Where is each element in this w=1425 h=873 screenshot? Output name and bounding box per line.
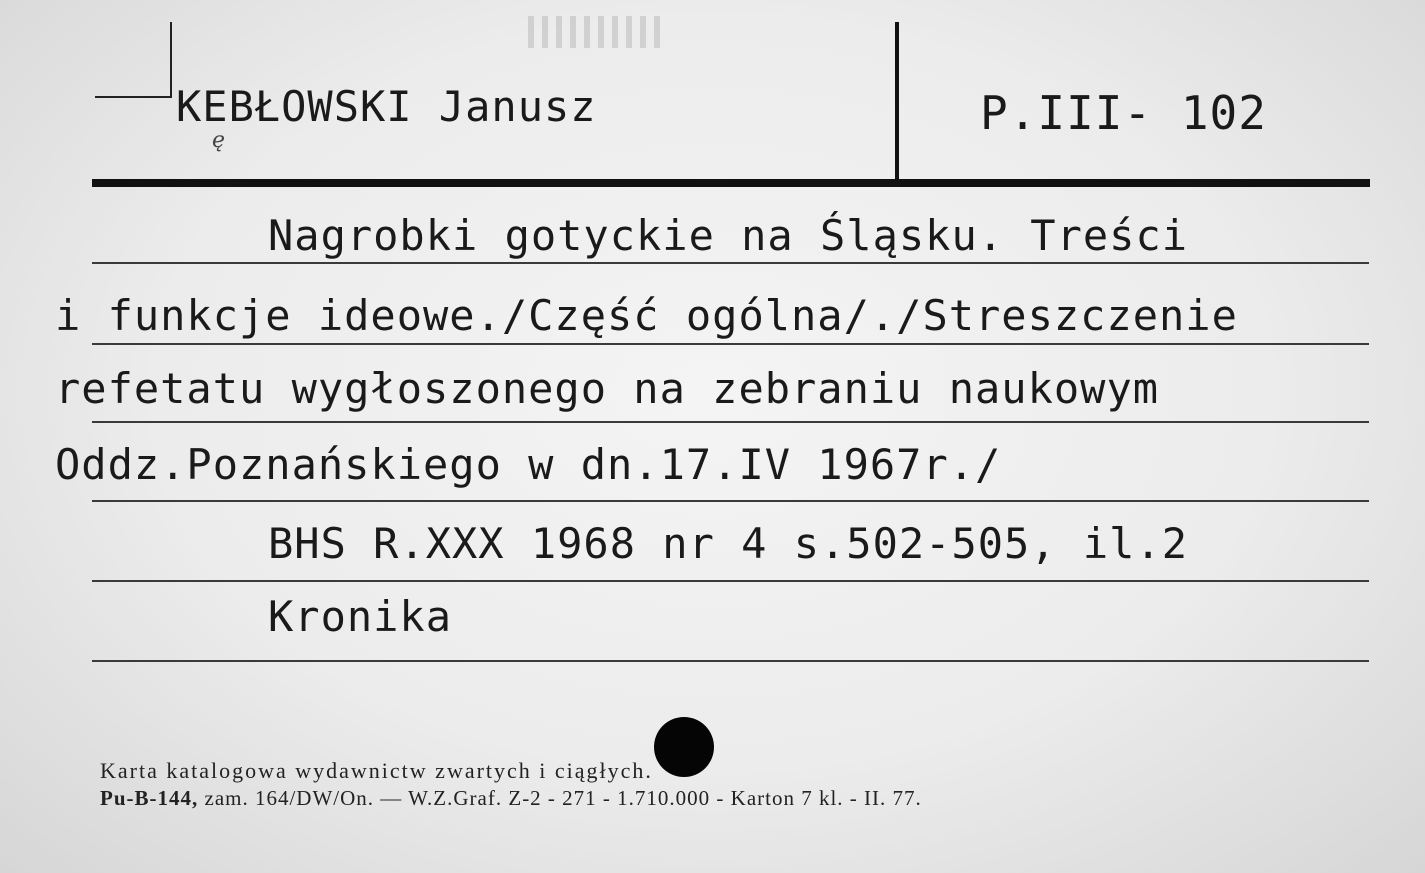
call-number: P.III- 102	[980, 86, 1267, 140]
card-imprint-title: Karta katalogowa wydawnictw zwartych i ciągłych.	[100, 758, 653, 783]
punch-hole	[654, 717, 714, 777]
title-line-3: refetatu wygłoszonego na zebraniu naukowym	[55, 364, 1160, 413]
ruled-line	[92, 262, 1369, 264]
source-line: BHS R.XXX 1968 nr 4 s.502-505, il.2	[268, 519, 1189, 568]
faint-stamp-mark	[528, 16, 668, 48]
ruled-line	[92, 580, 1369, 582]
title-line-4: Oddz.Poznańskiego w dn.17.IV 1967r./	[55, 440, 1002, 489]
section-line: Kronika	[268, 592, 453, 641]
ruled-line	[92, 421, 1369, 423]
header-divider	[895, 22, 899, 182]
header-rule	[92, 179, 1370, 187]
handwritten-correction: ę	[212, 128, 226, 153]
author-heading: KEBŁOWSKI Janusz	[176, 82, 597, 131]
ruled-line	[92, 343, 1369, 345]
imprint-code: Pu-B-144,	[100, 786, 199, 810]
index-guide-vertical	[170, 22, 172, 98]
card-imprint-details	[100, 786, 922, 811]
title-line-2: i funkcje ideowe./Część ogólna/./Streszczenie	[55, 291, 1238, 340]
imprint-print-info: zam. 164/DW/On. — W.Z.Graf. Z-2 - 271 - 1.710.000 - Karton 7 kl. - II. 77.	[204, 786, 922, 810]
ruled-line	[92, 500, 1369, 502]
ruled-line	[92, 660, 1369, 662]
index-guide-horizontal	[95, 96, 171, 98]
title-line-1: Nagrobki gotyckie na Śląsku. Treści	[268, 211, 1189, 260]
